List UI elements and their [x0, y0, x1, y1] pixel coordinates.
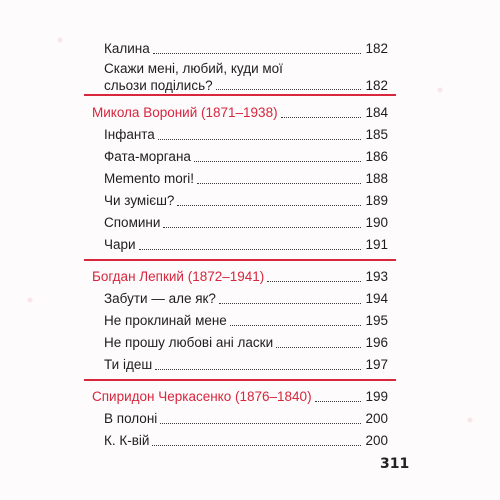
toc-entry-title: Не проклинай мене [104, 313, 227, 328]
toc-entry-title: Не прошу любові ані ласки [104, 335, 274, 350]
dot-leader [197, 183, 361, 184]
toc-entry-title: Забути — але як? [104, 291, 216, 306]
dot-leader [194, 161, 361, 162]
toc-entry-title: Чи зумієш? [104, 193, 175, 208]
toc-author-title: Микола Вороний (1871–1938) [92, 105, 278, 120]
toc-entry[interactable] [92, 214, 388, 232]
toc-author-entry[interactable] [92, 388, 388, 406]
toc-entry-page: 200 [365, 411, 388, 426]
toc-entry-title: Чари [104, 237, 136, 252]
toc-author-title: Богдан Лепкий (1872–1941) [92, 269, 265, 284]
toc-entry-title: Ти ідеш [104, 357, 153, 372]
toc-entry[interactable] [92, 432, 388, 450]
toc-entry-page: 190 [365, 215, 388, 230]
toc-entry-page: 185 [365, 127, 388, 142]
toc-entry-page: 188 [365, 171, 388, 186]
dot-leader [230, 325, 361, 326]
section-divider [84, 94, 396, 96]
dot-leader [160, 423, 361, 424]
section-divider [84, 379, 396, 381]
toc-entry-page: 200 [365, 433, 388, 448]
section-divider [84, 259, 396, 261]
toc-entry[interactable] [92, 40, 388, 58]
toc-entry-page: 191 [365, 237, 388, 252]
toc-entry-title: Спомини [104, 215, 161, 230]
dot-leader [155, 369, 361, 370]
toc-entry[interactable] [92, 192, 388, 210]
toc-entry-page: 195 [365, 313, 388, 328]
page-number: 311 [380, 456, 410, 472]
toc-entry[interactable] [92, 148, 388, 166]
toc-author-entry[interactable] [92, 268, 388, 286]
toc-entry[interactable] [92, 236, 388, 254]
dot-leader [216, 89, 361, 90]
toc-entry-title: Калина [104, 41, 150, 56]
dot-leader [158, 139, 361, 140]
dot-leader [219, 303, 361, 304]
toc-entry[interactable] [92, 126, 388, 144]
toc-author-entry[interactable] [92, 104, 388, 122]
toc-entry-title: В полоні [104, 411, 158, 426]
toc-entry-page: 199 [365, 389, 388, 404]
toc-entry-page: 184 [365, 105, 388, 120]
toc-entry-title-line1: Скажи мені, любий, куди мої [104, 61, 283, 76]
toc-entry-page: 196 [365, 335, 388, 350]
dot-leader [315, 401, 361, 402]
toc-entry-title: Фата-моргана [104, 149, 191, 164]
toc-entry-title: Інфанта [104, 127, 155, 142]
dot-leader [152, 445, 361, 446]
toc-entry-page: 197 [365, 357, 388, 372]
toc-entry-page: 193 [365, 269, 388, 284]
dot-leader [163, 227, 361, 228]
toc-author-title: Спиридон Черкасенко (1876–1840) [92, 389, 312, 404]
toc-entry[interactable] [92, 290, 388, 308]
toc-entry-page: 182 [365, 41, 388, 56]
dot-leader [139, 249, 361, 250]
dot-leader [276, 347, 361, 348]
toc-entry-page: 194 [365, 291, 388, 306]
toc-entry[interactable] [92, 410, 388, 428]
dot-leader [267, 281, 361, 282]
toc-entry-page: 189 [365, 193, 388, 208]
toc-entry-title: Memento mori! [104, 171, 195, 186]
dot-leader [177, 205, 361, 206]
dot-leader [153, 53, 361, 54]
toc-entry-title: К. К-вій [104, 433, 150, 448]
toc-entry[interactable] [92, 356, 388, 374]
toc-entry[interactable] [92, 334, 388, 352]
dot-leader [281, 117, 361, 118]
toc-entry[interactable] [92, 312, 388, 330]
toc-entry[interactable] [92, 60, 388, 94]
toc-entry[interactable] [92, 170, 388, 188]
toc-entry-page: 186 [365, 149, 388, 164]
toc-entry-page: 182 [365, 78, 388, 93]
toc-entry-title-line2: сльози поділись? [104, 78, 213, 93]
